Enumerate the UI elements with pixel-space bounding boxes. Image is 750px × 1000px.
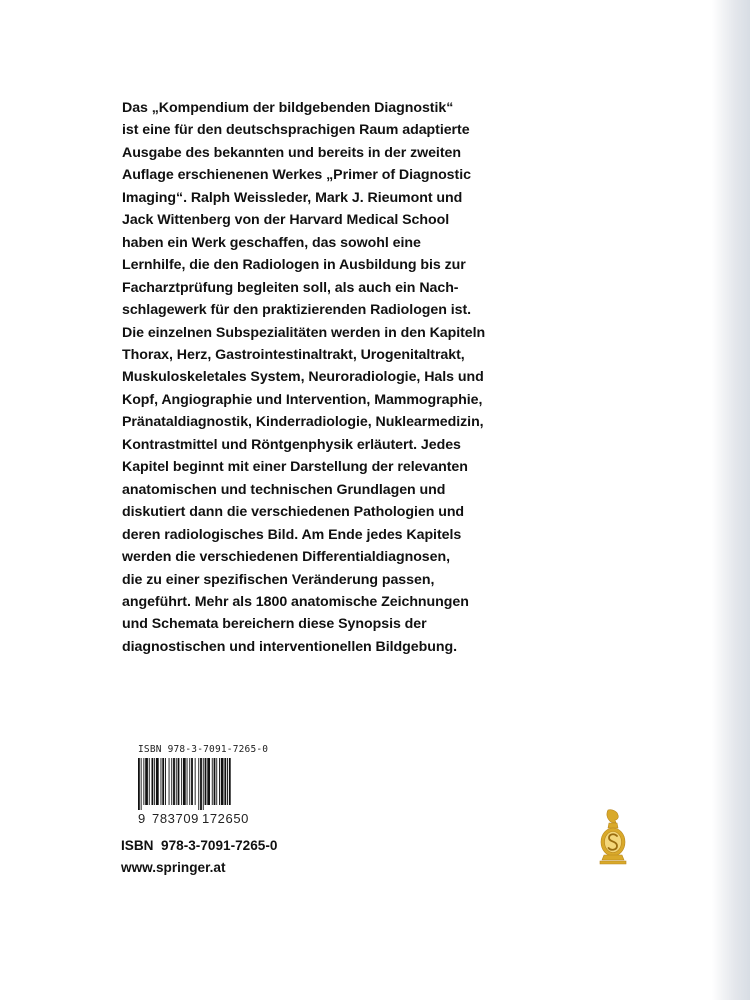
blurb-line: Jack Wittenberg von der Harvard Medical School: [122, 212, 450, 229]
barcode-bar: [183, 758, 186, 805]
barcode-bar: [161, 758, 162, 805]
barcode-bar: [203, 758, 204, 810]
barcode-bar: [171, 758, 172, 805]
blurb-line: Die einzelnen Subspezialitäten werden in den Kapiteln: [122, 324, 486, 341]
barcode-bar: [200, 758, 202, 810]
barcode-bar: [205, 758, 207, 805]
blurb-line: Facharztprüfung begleiten soll, als auch ein Nach-: [122, 279, 459, 296]
barcode-bar: [187, 758, 188, 805]
blurb-line: Kopf, Angiographie und Intervention, Mammographie,: [122, 391, 483, 408]
barcode-isbn-label: ISBN 978-3-7091-7265-0: [138, 744, 269, 755]
blurb-line: Ausgabe des bekannten und bereits in der zweiten: [122, 144, 461, 161]
barcode-bar: [143, 758, 144, 805]
barcode-bar: [154, 758, 155, 805]
blurb-line: die zu einer spezifischen Veränderung passen,: [122, 571, 435, 588]
barcode-bar: [212, 758, 213, 805]
barcode-bar: [156, 758, 159, 805]
barcode-digits-right: 172650: [202, 811, 249, 826]
barcode-bar: [224, 758, 226, 805]
barcode-bar: [165, 758, 166, 805]
barcode-bar: [221, 758, 224, 805]
barcode-bar: [176, 758, 177, 805]
blurb-line: diagnostischen und interventionellen Bildgebung.: [122, 638, 457, 655]
barcode-bar: [138, 758, 140, 810]
publisher-website: www.springer.at: [121, 860, 226, 875]
blurb-line: anatomischen und technischen Grundlagen und: [122, 481, 446, 498]
barcode-bar: [189, 758, 190, 805]
blurb-line: und Schemata bereichern diese Synopsis der: [122, 616, 427, 633]
barcode-bar: [169, 758, 170, 805]
blurb-line: ist eine für den deutschsprachigen Raum adaptierte: [122, 122, 470, 139]
barcode-digits-left: 783709: [152, 811, 199, 826]
barcode-digit-lead: 9: [138, 811, 146, 826]
barcode-bars: [138, 758, 264, 810]
barcode-bar: [149, 758, 150, 805]
barcode-digits: [138, 811, 288, 829]
blurb-line: werden die verschiedenen Differentialdiagnosen,: [122, 549, 450, 566]
barcode-bar: [162, 758, 164, 805]
barcode-bar: [219, 758, 220, 805]
springer-chess-knight-logo-icon: [596, 808, 630, 866]
isbn-barcode: [138, 744, 288, 829]
blurb-line: Lernhilfe, die den Radiologen in Ausbildung bis zur: [122, 257, 466, 274]
isbn-text: ISBN 978-3-7091-7265-0: [121, 838, 278, 853]
barcode-bar: [207, 758, 210, 805]
blurb-line: Thorax, Herz, Gastrointestinaltrakt, Urogenitaltrakt,: [122, 346, 465, 363]
blurb-line: Auflage erschienenen Werkes „Primer of Diagnostic: [122, 167, 471, 184]
blurb-line: Kontrastmittel und Röntgenphysik erläutert. Jedes: [122, 436, 461, 453]
blurb-line: Kapitel beginnt mit einer Darstellung der relevanten: [122, 459, 468, 476]
blurb-line: diskutiert dann die verschiedenen Pathologien und: [122, 504, 465, 521]
blurb-line: angeführt. Mehr als 1800 anatomische Zeichnungen: [122, 593, 469, 610]
barcode-bar: [216, 758, 217, 805]
barcode-bar: [227, 758, 228, 805]
blurb-line: Muskuloskeletales System, Neuroradiologie, Hals und: [122, 369, 484, 386]
barcode-bar: [181, 758, 182, 805]
barcode-bar: [214, 758, 216, 805]
barcode-bar: [229, 758, 231, 805]
barcode-bar: [152, 758, 154, 805]
blurb-line: haben ein Werk geschaffen, das sowohl eine: [122, 234, 421, 251]
blurb-line: Pränataldiagnostik, Kinderradiologie, Nuklearmedizin,: [122, 414, 484, 431]
barcode-bar: [145, 758, 148, 805]
barcode-bar: [195, 758, 196, 805]
barcode-bar: [191, 758, 193, 805]
blurb-text: [122, 97, 542, 658]
barcode-bar: [178, 758, 180, 805]
blurb-line: schlagewerk für den praktizierenden Radiologen ist.: [122, 302, 472, 319]
barcode-bar: [141, 758, 142, 810]
barcode-bar: [173, 758, 175, 805]
blurb-line: Das „Kompendium der bildgebenden Diagnostik“: [122, 100, 454, 116]
blurb-line: Imaging“. Ralph Weissleder, Mark J. Rieumont und: [122, 189, 463, 206]
barcode-bar: [198, 758, 199, 810]
blurb-line: deren radiologisches Bild. Am Ende jedes Kapitels: [122, 526, 462, 543]
